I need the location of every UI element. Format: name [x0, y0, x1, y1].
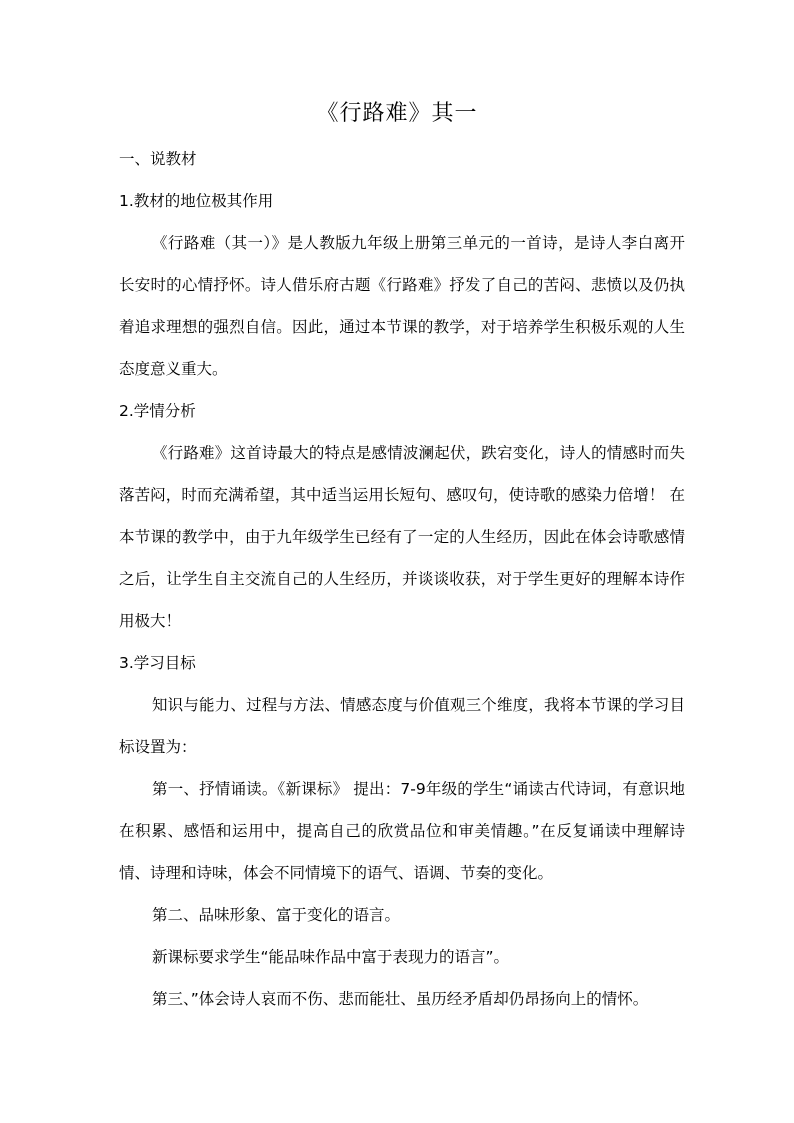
paragraph-goals-intro: 知识与能力、过程与方法、情感态度与价值观三个维度，我将本节课的学习目标设置为：: [119, 696, 685, 756]
paragraph-goal-two: 第二、品味形象、富于变化的语言。: [152, 906, 401, 924]
document-title: 《行路难》其一: [316, 101, 478, 126]
section-heading-teaching-material: 一、说教材: [119, 150, 197, 168]
paragraph-goal-two-note: 新课标要求学生“能品味作品中富于表现力的语言”。: [152, 948, 510, 966]
paragraph-student-analysis: 《行路难》这首诗最大的特点是感情波澜起伏，跌宕变化，诗人的情感时而失落苦闷，时而充满希望，其中适当运用长短句、感叹句，使诗歌的感染力倍增！ 在本节课的教学中，由于九年级学生已经有了一定的人生经历，因此在体会诗歌感情之后，让学生自主交流自己的人生经历，并谈谈收获，对于学生更好的理解本诗作用极大！: [119, 444, 685, 630]
paragraph-material-role: 《行路难（其一）》是人教版九年级上册第三单元的一首诗，是诗人李白离开长安时的心情抒怀。诗人借乐府古题《行路难》抒发了自己的苦闷、悲愤以及仍执着追求理想的强烈自信。因此，通过本节课的教学，对于培养学生积极乐观的人生态度意义重大。: [119, 234, 685, 378]
paragraph-goal-three: 第三、”体会诗人哀而不伤、悲而能壮、虽历经矛盾却仍昂扬向上的情怀。: [152, 990, 649, 1008]
subheading-material-role: 1.教材的地位极其作用: [119, 192, 274, 210]
paragraph-goal-one: 第一、抒情诵读。《新课标》 提出：7-9年级的学生“诵读古代诗词，有意识地在积累、感悟和运用中，提高自己的欣赏品位和审美情趣。”在反复诵读中理解诗情、诗理和诗味，体会不同情境下的语气、语调、节奏的变化。: [119, 780, 685, 882]
subheading-student-analysis: 2.学情分析: [119, 402, 196, 420]
subheading-learning-goals: 3.学习目标: [119, 654, 196, 672]
